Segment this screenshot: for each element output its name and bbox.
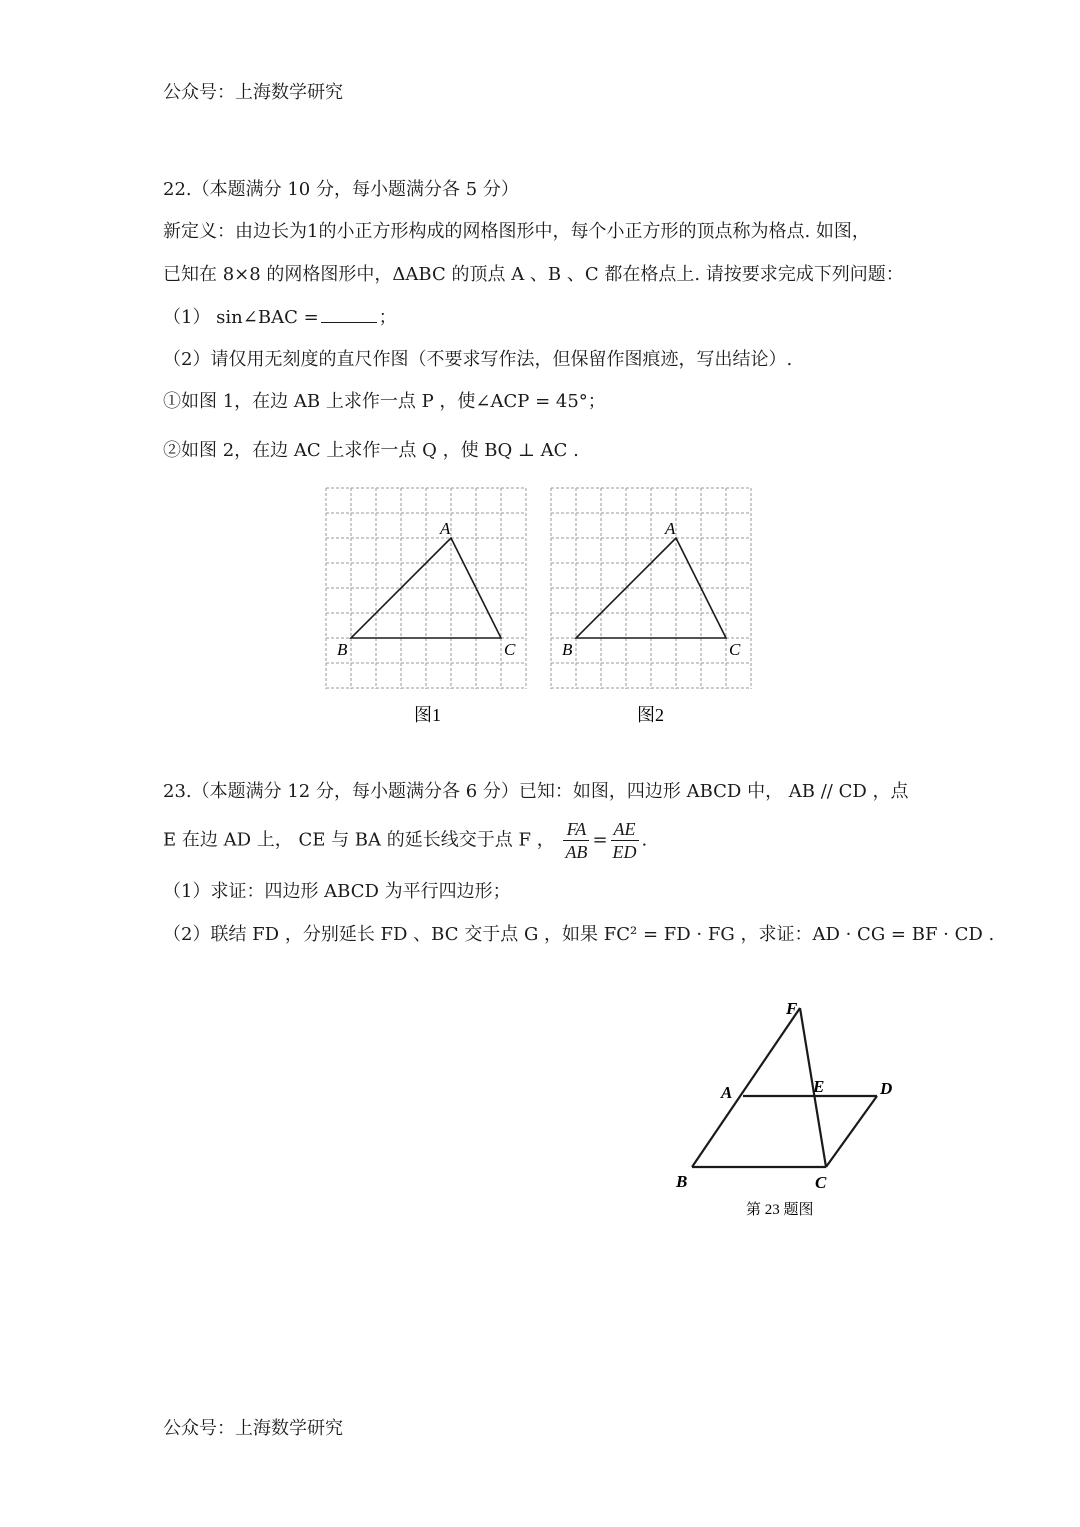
label-a: A <box>721 1083 733 1102</box>
q22-sub2: ②如图 2，在边 AC 上求作一点 Q ，使 BQ ⊥ AC . <box>163 440 579 461</box>
q23-part1: （1）求证：四边形 ABCD 为平行四边形； <box>163 881 511 902</box>
label-c: C <box>729 640 741 659</box>
label-a: A <box>665 519 676 538</box>
page-footer: 公众号：上海数学研究 <box>163 1418 343 1439</box>
q22-sub1: ①如图 1，在边 AB 上求作一点 P ，使∠ACP = 45°； <box>163 391 606 412</box>
q23-line2: E 在边 AD 上， CE 与 BA 的延长线交于点 F ， $\frac{FA}{AB}$ = $\frac{AE}{ED}$ . <box>163 819 648 862</box>
q23-line2-prefix: E 在边 AD 上， CE 与 BA 的延长线交于点 F ， <box>163 829 555 851</box>
page-header: 公众号：上海数学研究 <box>163 82 343 103</box>
label-f: F <box>786 999 798 1018</box>
label-d: D <box>880 1079 893 1098</box>
label-c: C <box>504 640 516 659</box>
figure-2-caption: 图2 <box>637 705 664 725</box>
label-c: C <box>815 1173 827 1192</box>
q22-definition-line2: 已知在 8×8 的网格图形中，ΔABC 的顶点 A 、B 、C 都在格点上. 请按要求完成下列问题： <box>163 264 904 285</box>
q22-part1-prefix: （1） sin∠BAC = <box>163 307 319 328</box>
label-a: A <box>440 519 451 538</box>
q22-definition-line1: 新定义：由边长为1的小正方形构成的网格图形中，每个小正方形的顶点称为格点. 如图， <box>163 221 870 242</box>
label-b: B <box>562 640 573 659</box>
answer-blank[interactable] <box>321 306 377 323</box>
label-b: B <box>337 640 348 659</box>
figure-1-caption: 图1 <box>414 705 441 725</box>
q23-part2: （2）联结 FD ，分别延长 FD 、BC 交于点 G ，如果 FC² = FD · FG ，求证：AD · CG = BF · CD . <box>163 924 995 945</box>
label-b: B <box>676 1172 688 1191</box>
figure-2-grid <box>543 480 763 730</box>
figure-1-grid <box>318 480 538 730</box>
q22-part2: （2）请仅用无刻度的直尺作图（不要求写作法，但保留作图痕迹，写出结论）. <box>163 349 793 370</box>
q23-line2-suffix: . <box>641 829 648 851</box>
q22-part1-suffix: ； <box>378 307 397 328</box>
label-e: E <box>813 1077 825 1096</box>
q22-title: 22.（本题满分 10 分，每小题满分各 5 分） <box>163 179 519 200</box>
q23-line1: 23.（本题满分 12 分，每小题满分各 6 分）已知：如图，四边形 ABCD 中， AB // CD ，点 <box>163 781 909 802</box>
fraction-ae-ed: $\frac{AE}{ED}$ <box>612 819 637 862</box>
fraction-fa-ab: $\frac{FA}{AB}$ <box>565 819 588 862</box>
figure-q23 <box>660 990 910 1225</box>
q22-part1 <box>163 306 397 330</box>
figure-q23-caption: 第 23 题图 <box>746 1202 814 1218</box>
